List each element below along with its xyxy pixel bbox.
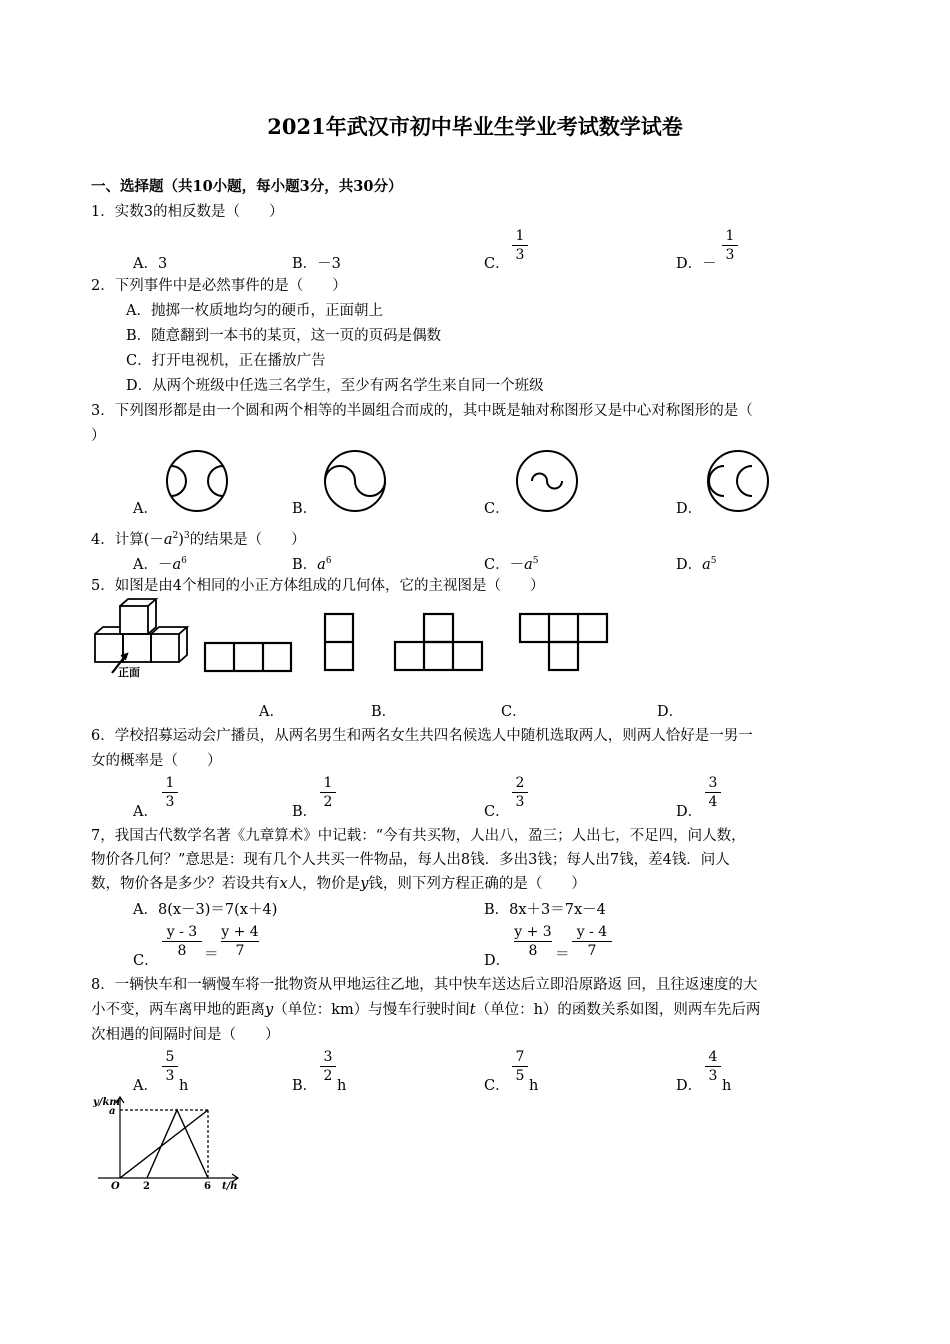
q2-option-c: C．打开电视机，正在播放广告 xyxy=(126,353,326,369)
q5-figure-c xyxy=(394,613,486,673)
q8-graph-x2: 2 xyxy=(143,1181,150,1192)
page-title: 2021年武汉市初中毕业生学业考试数学试卷 xyxy=(267,114,683,139)
q8-option-d: D． xyxy=(676,1078,703,1094)
q7-option-b: B．8x＋3＝7x－4 xyxy=(484,902,606,918)
q1-option-b: B．－3 xyxy=(292,256,341,272)
q8-d-unit: h xyxy=(722,1078,732,1094)
q3-figure-b xyxy=(323,449,387,513)
q8-b-fraction: $\frac{3}{2}$ xyxy=(320,1049,336,1084)
q4-option-a: A．$-a^6$ xyxy=(133,556,187,573)
q7-line-2: 物价各几何？”意思是：现有几个人共买一件物品，每人出8钱．多出3钱；每人出7钱，差4钱．问人 xyxy=(91,852,730,868)
q8-line-1: 8．一辆快车和一辆慢车将一批物资从甲地运往乙地，其中快车送达后立即沿原路返 回，且往返速度的大 xyxy=(91,977,758,993)
q3-stem: 3．下列图形都是由一个圆和两个相等的半圆组合而成的，其中既是轴对称图形又是中心对称图形的是（ xyxy=(91,403,753,419)
q1-d-fraction: $\frac{1}{3}$ xyxy=(722,228,738,263)
q7-c-fraction-right: $\frac{y + 4}{7}$ xyxy=(221,924,259,959)
q1-option-c: C． xyxy=(484,256,510,272)
q7-d-equals: ＝ xyxy=(555,947,570,963)
q6-d-fraction: $\frac{3}{4}$ xyxy=(705,775,721,810)
q6-option-d: D． xyxy=(676,804,703,820)
q7-d-fraction-right: $\frac{y - 4}{7}$ xyxy=(572,924,612,959)
q8-graph-ylabel: y/km xyxy=(93,1097,120,1108)
q8-d-fraction: $\frac{4}{3}$ xyxy=(705,1049,721,1084)
q8-option-b: B． xyxy=(292,1078,318,1094)
q7-line-3: 数，物价各是多少？若设共有x人，物价是y钱，则下列方程正确的是（ ） xyxy=(91,876,586,892)
fast-car-line xyxy=(147,1110,208,1178)
q8-option-c: C． xyxy=(484,1078,510,1094)
q1-stem: 1．实数3的相反数是（ ） xyxy=(91,204,284,220)
q2-option-d: D．从两个班级中任选三名学生，至少有两名学生来自同一个班级 xyxy=(126,378,544,394)
q6-option-a: A． xyxy=(133,804,158,820)
q5-figure-a xyxy=(204,641,294,673)
slow-car-line xyxy=(120,1110,208,1178)
q8-b-unit: h xyxy=(337,1078,347,1094)
q5-figure-b xyxy=(323,613,355,673)
q4-option-d: D．$a^5$ xyxy=(676,556,717,573)
q8-line-2: 小不变，两车离甲地的距离y（单位：km）与慢车行驶时间t（单位：h）的函数关系如图，则两车先后两 xyxy=(91,1002,761,1018)
q3-stem-end: ） xyxy=(91,428,106,444)
q5-stem: 5．如图是由4个相同的小正方体组成的几何体，它的主视图是（ ） xyxy=(91,578,545,594)
q4-stem: 4．计算$(-a^2)^3$的结果是（ ） xyxy=(91,531,306,548)
q5-option-a: A． xyxy=(259,704,284,720)
q7-option-a: A．8(x－3)＝7(x＋4) xyxy=(133,902,278,918)
q1-option-a: A．3 xyxy=(133,256,168,272)
q3-option-b: B． xyxy=(292,501,318,517)
q4-option-b: B．$a^6$ xyxy=(292,556,332,573)
q6-stem-cont: 女的概率是（ ） xyxy=(91,753,222,769)
q2-stem: 2．下列事件中是必然事件的是（ ） xyxy=(91,278,347,294)
q8-a-unit: h xyxy=(179,1078,189,1094)
q7-d-fraction-left: $\frac{y + 3}{8}$ xyxy=(514,924,552,959)
q5-figure-d xyxy=(519,613,611,673)
q8-graph-origin: O xyxy=(111,1181,120,1192)
q3-figure-c xyxy=(515,449,579,513)
q7-line-1: 7，我国古代数学名著《九章算术》中记载：“今有共买物，人出八，盈三；人出七，不足四，问人数， xyxy=(91,828,746,844)
q6-stem: 6．学校招募运动会广播员，从两名男生和两名女生共四名候选人中随机选取两人，则两人恰好是一男一 xyxy=(91,728,753,744)
q8-c-fraction: $\frac{7}{5}$ xyxy=(512,1049,528,1084)
q6-option-b: B． xyxy=(292,804,318,820)
q8-line-3: 次相遇的间隔时间是（ ） xyxy=(91,1027,280,1043)
q5-option-b: B． xyxy=(371,704,397,720)
q7-c-fraction-left: $\frac{y - 3}{8}$ xyxy=(162,924,202,959)
q8-graph-xlabel: t/h xyxy=(222,1181,238,1192)
q3-option-a: A． xyxy=(133,501,158,517)
q3-figure-a xyxy=(165,449,229,513)
q8-graph-x6: 6 xyxy=(204,1181,211,1192)
q1-option-d: D．－ xyxy=(676,256,717,272)
q6-b-fraction: $\frac{1}{2}$ xyxy=(320,775,336,810)
q4-option-c: C．$-a^5$ xyxy=(484,556,539,573)
q2-option-b: B．随意翻到一本书的某页，这一页的页码是偶数 xyxy=(126,328,442,344)
q8-c-unit: h xyxy=(529,1078,539,1094)
q7-option-d: D． xyxy=(484,953,511,969)
q7-option-c: C． xyxy=(133,953,159,969)
q5-option-d: D． xyxy=(657,704,684,720)
q8-option-a: A． xyxy=(133,1078,158,1094)
q6-option-c: C． xyxy=(484,804,510,820)
q2-option-a: A．抛掷一枚质地均匀的硬币，正面朝上 xyxy=(126,303,383,319)
q3-figure-d xyxy=(706,449,770,513)
q5-front-label: 正面 xyxy=(118,666,140,679)
q8-graph-a-label: a xyxy=(109,1106,116,1117)
q5-option-c: C． xyxy=(501,704,527,720)
q6-c-fraction: $\frac{2}{3}$ xyxy=(512,775,528,810)
q3-option-c: C． xyxy=(484,501,510,517)
q1-c-fraction: $\frac{1}{3}$ xyxy=(512,228,528,263)
section-heading: 一、选择题（共10小题，每小题3分，共30分） xyxy=(91,178,403,195)
q7-c-equals: ＝ xyxy=(204,947,219,963)
q3-option-d: D． xyxy=(676,501,703,517)
q6-a-fraction: $\frac{1}{3}$ xyxy=(162,775,178,810)
q8-a-fraction: $\frac{5}{3}$ xyxy=(162,1049,178,1084)
